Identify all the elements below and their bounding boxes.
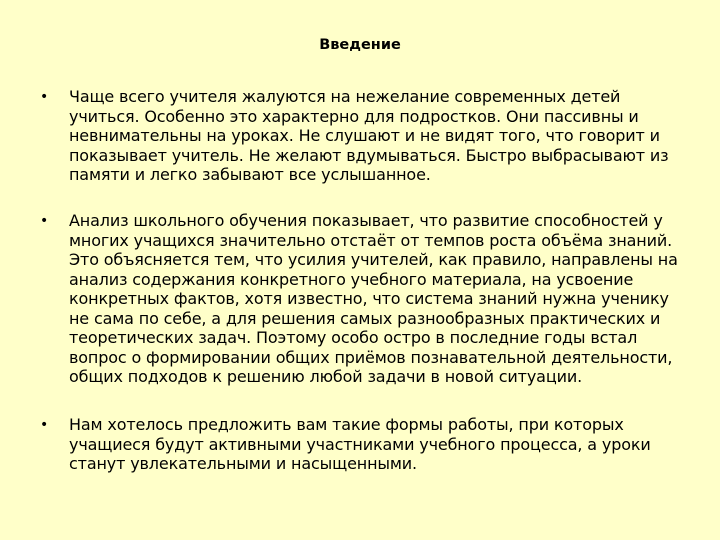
slide-title: Введение bbox=[319, 37, 401, 53]
bullet-text: Анализ школьного обучения показывает, что развитие способностей у многих учащихся значительно отстаёт от темпов роста объёма знаний. Это объясняется тем, что усилия учителей, как правило, направлены на анализ содержания конкретного учебного материала, на усвоение конкретных фактов, хотя известно, что система знаний нужна ученику не сама по себе, а для решения самых разнообразных практических и теоретических задач. Поэтому особо остро в последние годы встал вопрос о формировании общих приёмов познавательной деятельности, общих подходов к решению любой задачи в новой ситуации. bbox=[69, 211, 678, 386]
bullet-dot-icon: • bbox=[40, 213, 49, 229]
bullet-text: Нам хотелось предложить вам такие формы работы, при которых учащиеся будут активными участниками учебного процесса, а уроки станут увлекательными и насыщенными. bbox=[69, 415, 651, 473]
bullet-dot-icon: • bbox=[40, 89, 49, 105]
bullet-dot-icon: • bbox=[40, 417, 49, 433]
bullet-text: Чаще всего учителя жалуются на нежелание современных детей учиться. Особенно это характерно для подростков. Они пассивны и невнимательны на уроках. Не слушают и не видят того, что говорит и показывает учитель. Не желают вдумываться. Быстро выбрасывают из памяти и легко забывают все услышанное. bbox=[69, 87, 669, 184]
